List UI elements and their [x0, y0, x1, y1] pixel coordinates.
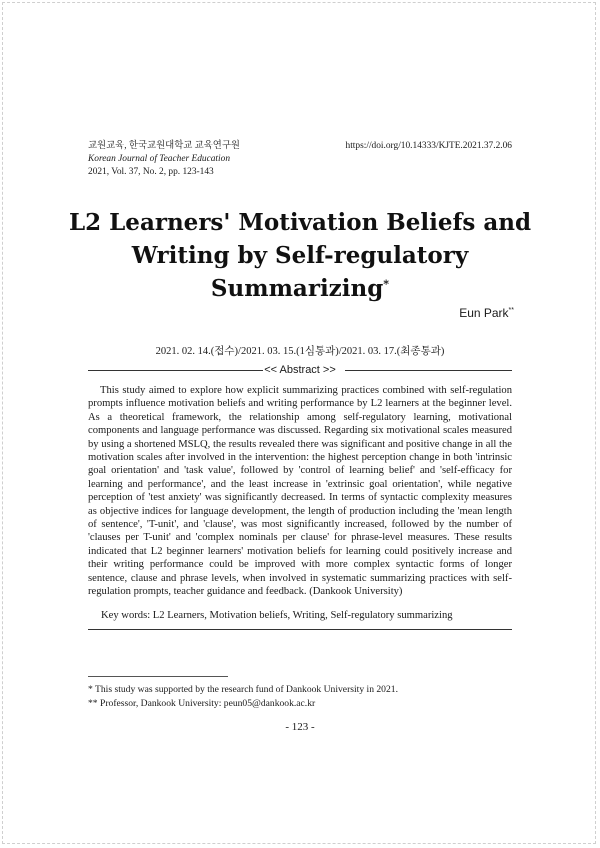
submission-dates: 2021. 02. 14.(접수)/2021. 03. 15.(1심통과)/2021. 03. 17.(최종통과): [155, 346, 445, 357]
journal-name: Korean Journal of Teacher Education: [88, 154, 231, 164]
journal-header: [88, 140, 240, 179]
title-line-2: [60, 239, 540, 305]
footnote-2: ** Professor, Dankook University: peun05@dankook.ac.kr: [88, 697, 316, 709]
abstract-heading: [88, 363, 512, 377]
keywords-rule: [88, 629, 512, 630]
footnote-rule: [88, 676, 228, 677]
publisher-line: 교원교육, 한국교원대학교 교육연구원: [88, 141, 240, 151]
page-number: - 123 -: [285, 721, 315, 733]
footnotes: [88, 683, 398, 710]
footnote-1: * This study was supported by the research fund of Dankook University in 2021.: [88, 684, 398, 695]
keywords: Key words: L2 Learners, Motivation beliefs, Writing, Self-regulatory summarizing: [101, 610, 453, 621]
author-footnote-mark: **: [508, 307, 514, 314]
author-name: [459, 306, 514, 320]
paper-title: [60, 206, 540, 305]
title-footnote-mark: *: [383, 277, 390, 291]
abstract-label: << Abstract >>: [264, 364, 336, 376]
title-line-1: L2 Learners' Motivation Beliefs and: [68, 209, 532, 236]
author-text: Eun Park: [459, 306, 509, 320]
abstract-text: This study aimed to explore how explicit summarizing practices combined with self-regulation prompts influence motivation beliefs and writing performance by L2 learners at the beginner level. As a theoretical framework, the relationship among self-regulatory learning, motivational components and language performance was discussed. Regarding six motivational scales measured by using a shortened MSLQ, the results revealed there was significant and positive change in all the motivation scales after involved in the intervention: the highest perception change in both 'intrinsic goal orientation' and 'task value', followed by 'control of learning belief' and 'self-efficacy for learning and performance', and the least increase in 'extrinsic goal orientation', while negative perception of 'test anxiety' was significantly decreased. In terms of syntactic complexity measures as objective indices for language development, the length of production including the 'mean length of sentence', 'T-unit', and 'clause', was most significantly increased, followed by the number of 'clauses per T-unit' and 'complex nominals per clause' for phrase-level measures. These results indicated that L2 beginner learners' motivation beliefs for learning could positively increase and their writing performance could be improved with more complex syntactic forms of longer sentence, clause and phrase levels, when involved in systematic summarizing practices with self-regulation prompts, teacher guidance and feedback. (Dankook University): [88, 385, 512, 598]
doi-link[interactable]: https://doi.org/10.14333/KJTE.2021.37.2.06: [345, 141, 512, 151]
volume-info: 2021, Vol. 37, No. 2, pp. 123-143: [88, 167, 214, 177]
title-line-2-text: Writing by Self-regulatory Summarizing: [131, 242, 469, 302]
